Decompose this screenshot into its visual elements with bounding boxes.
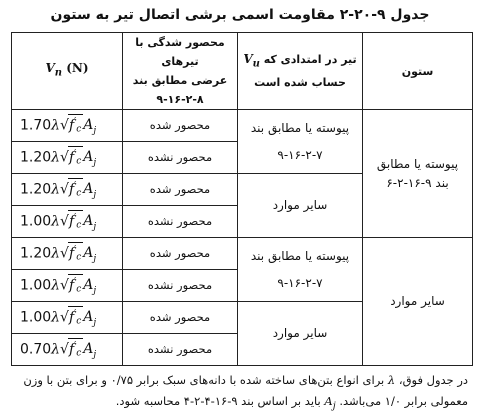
header-column: ستون [363, 33, 473, 110]
column-condition-cell: سایر موارد [363, 238, 473, 366]
table-title: جدول ۹-۲۰-۲ مقاومت اسمی برشی اتصال تیر به ستون [50, 7, 430, 23]
confinement-cell: محصور شده [123, 238, 238, 270]
confinement-cell: محصور نشده [123, 270, 238, 302]
confinement-cell: محصور نشده [123, 206, 238, 238]
nominal-strength-cell: $1.70\lambda√f'_c$ $A_j$ [12, 110, 123, 142]
nominal-strength-cell: $1.20\lambda√f'_c$ $A_j$ [12, 174, 123, 206]
nominal-strength-cell: $0.70\lambda√f'_c$ $A_j$ [12, 334, 123, 366]
confinement-cell: محصور شده [123, 174, 238, 206]
table-footnote: در جدول فوق، λ برای انواع بتن‌های ساخته شده با دانه‌های سبک برابر ۰/۷۵ و برای بتن با وزن معمولی برابر ۱/۰ می‌باشد. $A_j$ باید بر اساس بند ۹-۱۶-۴-۲-۴ محاسبه شود. [23, 373, 468, 412]
beam-condition-cell: سایر موارد [238, 174, 363, 238]
header-beam: تیر در امتدادی که $V_u$ حساب شده است [238, 33, 363, 110]
beam-condition-cell: پیوسته یا مطابق بند ۹-۱۶-۲-۷ [238, 110, 363, 174]
confinement-cell: محصور نشده [123, 142, 238, 174]
nominal-strength-cell: $1.20\lambda√f'_c$ $A_j$ [12, 238, 123, 270]
nominal-strength-cell: $1.00\lambda√f'_c$ $A_j$ [12, 302, 123, 334]
confinement-cell: محصور شده [123, 110, 238, 142]
header-vn: $V_n$ (N) [12, 33, 123, 110]
confinement-cell: محصور نشده [123, 334, 238, 366]
beam-condition-cell: پیوسته یا مطابق بند ۹-۱۶-۲-۷ [238, 238, 363, 302]
nominal-strength-cell: $1.00\lambda√f'_c$ $A_j$ [12, 270, 123, 302]
column-condition-cell: پیوسته یا مطابق بند ۹-۱۶-۲-۶ [363, 110, 473, 238]
shear-strength-table [11, 32, 473, 366]
nominal-strength-cell: $1.20\lambda√f'_c$ $A_j$ [12, 142, 123, 174]
nominal-strength-cell: $1.00\lambda√f'_c$ $A_j$ [12, 206, 123, 238]
table-row [12, 110, 473, 142]
table-row [12, 238, 473, 270]
beam-condition-cell: سایر موارد [238, 302, 363, 366]
confinement-cell: محصور شده [123, 302, 238, 334]
header-row [12, 33, 473, 110]
header-confinement: محصور شدگی با تیرهای عرضی مطابق بند ۹-۱۶-۲-۸ [123, 33, 238, 110]
